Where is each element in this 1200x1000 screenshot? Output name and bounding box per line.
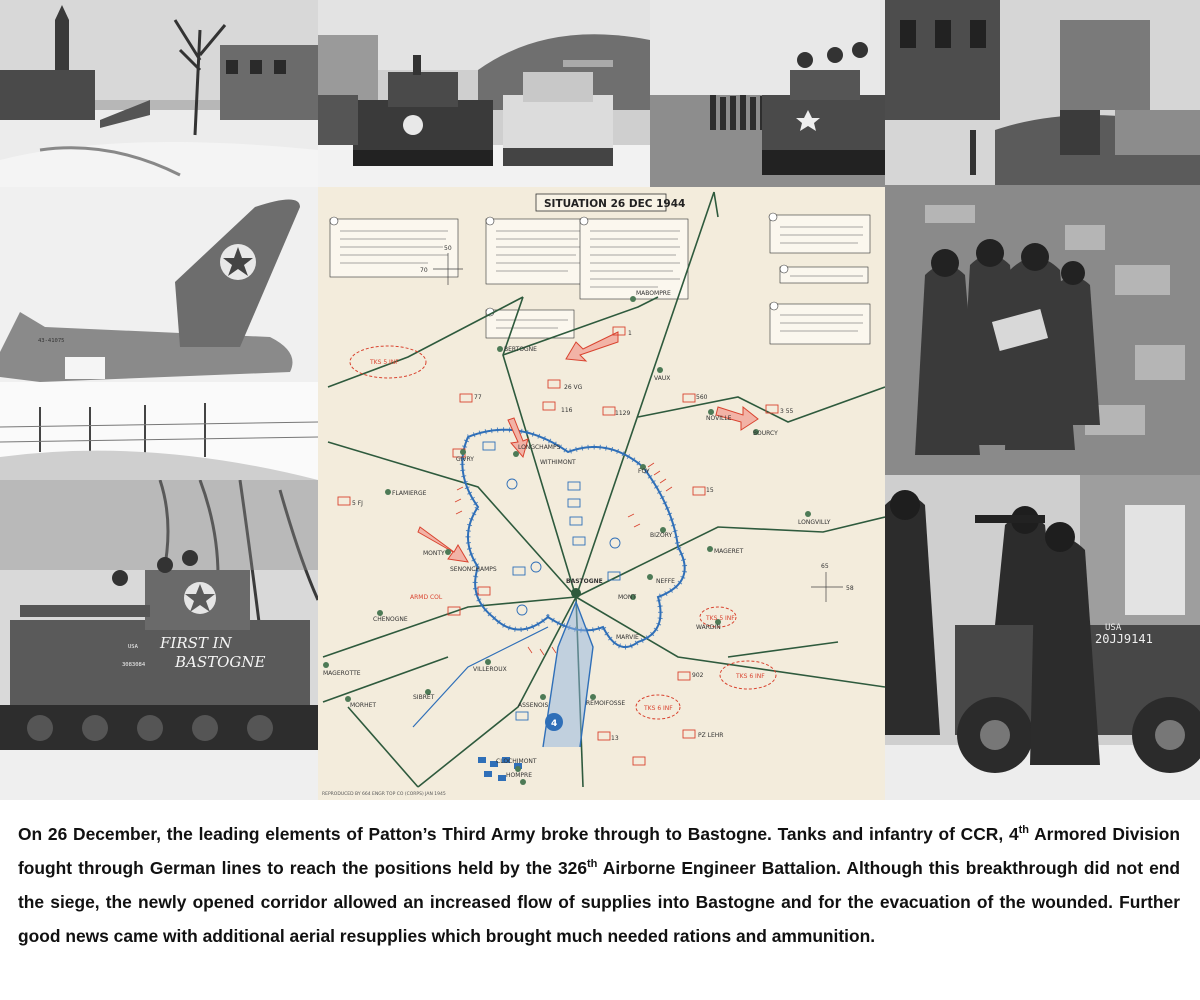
photo-jeep-soldiers — [885, 475, 1200, 800]
town-remoifosse: REMOIFOSSE — [586, 700, 626, 707]
photo-tank-crew-field — [650, 0, 885, 187]
town-flamierge: FLAMIERGE — [392, 490, 427, 497]
jeep-usa: USA — [1105, 623, 1122, 633]
town-mabompre: MABOMPRE — [636, 290, 671, 297]
town-clochimont: CLOCHIMONT — [496, 758, 537, 765]
town-foy: FOY — [638, 468, 650, 475]
unit-15: 15 — [706, 487, 714, 494]
unit-902: 902 — [692, 672, 704, 679]
photo-officers-rubble — [885, 185, 1200, 475]
grid-label-north-b: 65 — [821, 563, 829, 570]
grid-label-east-b: 58 — [846, 585, 854, 592]
town-withimont: WITHIMONT — [540, 459, 576, 466]
unit-armd-col: ARMD COL — [410, 594, 443, 601]
map-title: SITUATION 26 DEC 1944 — [544, 198, 686, 210]
photo-crashed-glider — [0, 187, 318, 480]
unit-tks-5-inf-b: TKS 5 INF — [706, 615, 735, 622]
situation-map — [318, 187, 885, 800]
town-givry: GIVRY — [456, 456, 474, 463]
photo-village-street — [0, 0, 318, 187]
info-box-2 — [486, 217, 586, 284]
town-magerotte: MAGEROTTE — [323, 670, 361, 677]
info-box-6 — [770, 302, 870, 344]
caption-part-2: Armored Division fought through German lines to reach the positions held by the 326 — [18, 824, 1181, 878]
unit-tks-6-inf-a: TKS 6 INF — [736, 673, 765, 680]
caption-part-1: On 26 December, the leading elements of Patton’s Third Army broke through to Bastogne. Tanks and infantry of CCR, 4 — [18, 824, 1019, 844]
unit-116: 116 — [561, 407, 573, 414]
unit-77: 77 — [474, 394, 482, 401]
caption-text — [18, 817, 1180, 953]
town-bastogne: BASTOGNE — [566, 578, 603, 585]
tank-serial: 3083084 — [122, 662, 146, 668]
town-hompre: HOMPRE — [506, 772, 532, 779]
unit-tks-5-inf-a: TKS 5 INF — [370, 359, 399, 366]
unit-1: 1 — [628, 330, 632, 337]
jeep-plate: 20JJ9141 — [1095, 632, 1153, 646]
town-monty: MONTY — [423, 550, 445, 557]
town-longvilly: LONGVILLY — [798, 519, 831, 526]
town-longchamps: LONGCHAMPS — [518, 444, 561, 451]
info-box-1 — [330, 217, 458, 277]
info-box-5 — [780, 265, 868, 283]
town-sibret: SIBRET — [413, 694, 435, 701]
unit-1129: 1129 — [615, 410, 631, 417]
town-assenois: ASSENOIS — [518, 702, 549, 709]
grid-label-east-a: 70 — [420, 267, 428, 274]
town-bertogne: BERTOGNE — [504, 346, 537, 353]
glider-tail-code: 43-41075 — [38, 338, 65, 344]
unit-tks-6-inf-b: TKS 6 INF — [644, 705, 673, 712]
tank-slogan-top: FIRST IN — [160, 634, 232, 652]
town-marvie: MARVIE — [616, 634, 639, 641]
town-bizory: BIZORY — [650, 532, 673, 539]
info-box-3 — [486, 308, 574, 338]
photo-ruined-street — [885, 0, 1200, 185]
town-noville: NOVILLE — [706, 415, 732, 422]
unit-560: 560 — [696, 394, 708, 401]
tank-usa: USA — [128, 644, 138, 650]
unit-pz-lehr: PZ LEHR — [698, 732, 724, 739]
photo-first-in-bastogne-tank — [0, 480, 318, 800]
town-morhet: MORHET — [350, 702, 377, 709]
town-neffe: NEFFE — [656, 578, 675, 585]
town-chenogne: CHENOGNE — [373, 616, 408, 623]
unit-5fj: 5 FJ — [352, 500, 363, 507]
svg-text:4: 4 — [551, 719, 558, 729]
tank-slogan-town: BASTOGNE — [175, 653, 266, 671]
town-vaux: VAUX — [654, 375, 671, 382]
unit-26vg: 26 VG — [564, 384, 583, 391]
unit-13: 13 — [611, 735, 619, 742]
photo-two-tanks — [318, 0, 650, 187]
town-mageret: MAGERET — [714, 548, 744, 555]
town-senonchamps: SENONCHAMPS — [450, 566, 497, 573]
caption-part-3: Airborne Engineer Battalion. Although this breakthrough did not end the siege, the newly opened corridor allowed an increased flow of supplies into Bastogne and for the evacuation of the wounded. Further good news came with additional aerial resupplies which brought much needed rations and ammunition. — [18, 858, 1181, 946]
unit-3-55: 3 55 — [780, 408, 794, 415]
info-box-4a — [580, 217, 688, 299]
town-bourcy: BOURCY — [753, 430, 778, 437]
town-mont: MONT — [618, 594, 637, 601]
caption-sup-1: th — [1018, 824, 1030, 837]
map-footer: REPRODUCED BY 664 ENGR TOP CO (CORPS) JAN 1945 — [322, 792, 446, 797]
grid-label-north-a: 50 — [444, 245, 452, 252]
town-villeroux: VILLEROUX — [473, 666, 507, 673]
town-wardin: WARDIN — [696, 624, 721, 631]
info-box-4b — [769, 213, 870, 253]
caption-sup-2: th — [587, 858, 598, 871]
